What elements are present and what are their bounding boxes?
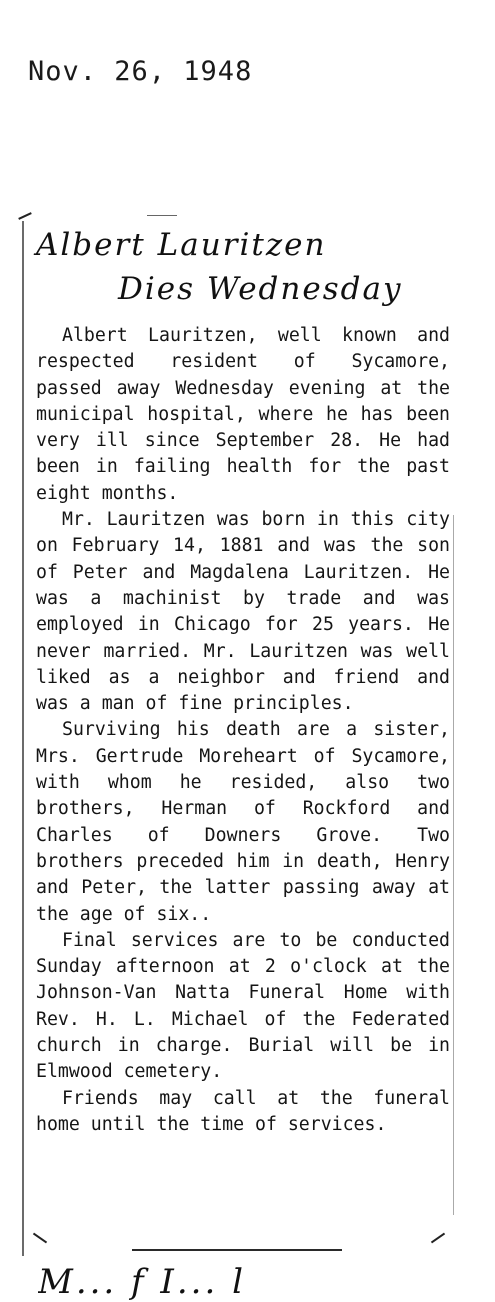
clipping-bottom-left-mark: [33, 1233, 47, 1244]
clipping-left-border: [22, 221, 24, 1256]
clipping-top-dash: [147, 215, 177, 216]
paragraph-services: Final services are to be conducted Sunday afternoon at 2 o'clock at the Johnson-Van Natta Funeral Home with Rev. H. L. Michael of the Federated church in charge. Burial will be in Elmwood cemetery.: [36, 929, 450, 1083]
clipping-bottom-right-mark: [431, 1233, 445, 1244]
headline-line-1: Albert Lauritzen: [36, 227, 327, 263]
headline-line-2: Dies Wednesday: [118, 271, 403, 307]
newspaper-clipping: [22, 215, 452, 1260]
paragraph-biography: Mr. Lauritzen was born in this city on February 14, 1881 and was the son of Peter and Magdalena Lauritzen. He was a machinist by trade and was employed in Chicago for 25 years. He never married. Mr. Lauritzen was well liked as a neighbor and friend and was a man of fine principles.: [36, 509, 450, 715]
paragraph-death-notice: Albert Lauritzen, well known and respected resident of Sycamore, passed away Wednesday evening at the municipal hospital, where he has been very ill since September 28. He had been in failing health for the past eight months.: [36, 325, 450, 504]
article-end-rule: [132, 1249, 342, 1251]
paragraph-visitation: Friends may call at the funeral home until the time of services.: [36, 1087, 450, 1135]
clipping-corner-mark: [18, 212, 32, 220]
clipping-date: Nov. 26, 1948: [28, 56, 253, 87]
clipping-right-border: [453, 515, 454, 1215]
paragraph-survivors: Surviving his death are a sister, Mrs. Gertrude Moreheart of Sycamore, with whom he resided, also two brothers, Herman of Rockford and Charles of Downers Grove. Two brothers preceded him in death, Henry and Peter, the latter passing away at the age of six..: [36, 719, 450, 925]
obituary-headline: [36, 223, 456, 311]
next-article-headline-fragment: M... f I... l: [38, 1262, 246, 1302]
obituary-body: [36, 323, 450, 1138]
